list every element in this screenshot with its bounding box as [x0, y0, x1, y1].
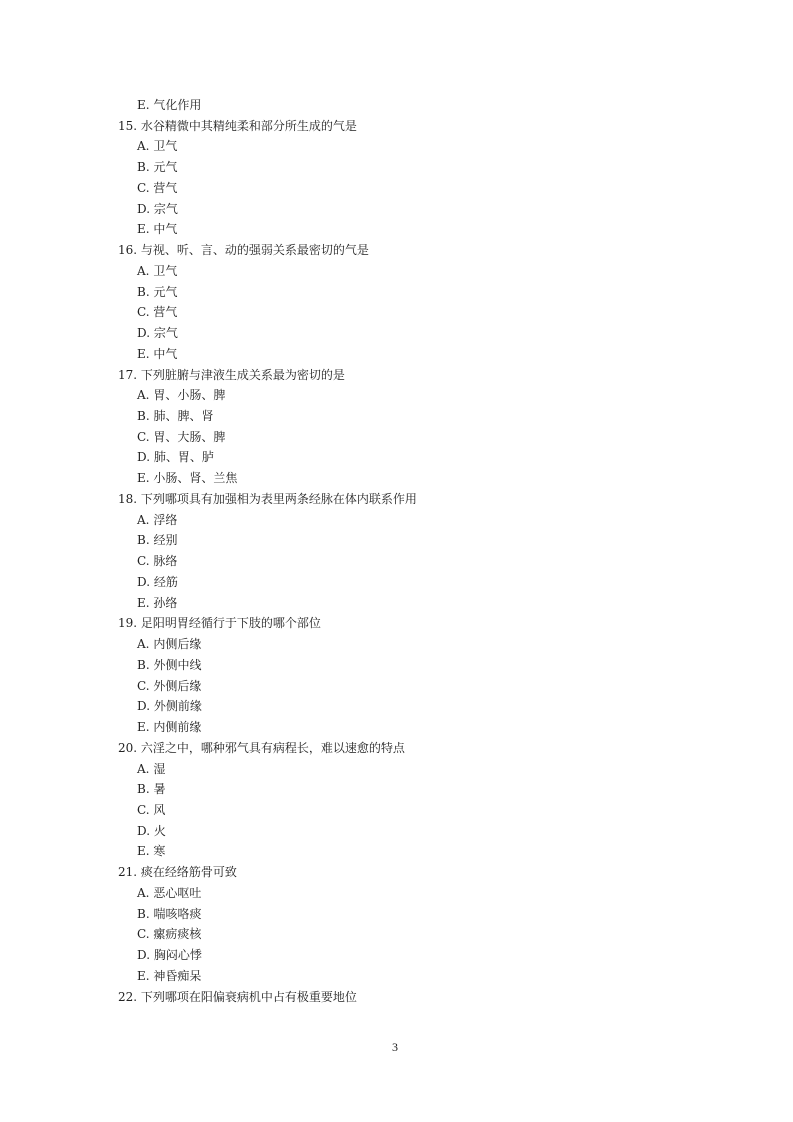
option-text: 经筋 — [153, 574, 178, 589]
option-line — [118, 883, 678, 904]
question-text: 与视、听、言、动的强弱关系最密切的气是 — [140, 243, 369, 258]
option-line — [118, 136, 678, 157]
option-text: 胃、小肠、脾 — [153, 388, 226, 403]
option-line — [118, 282, 678, 303]
option-text: 元气 — [153, 160, 178, 175]
option-letter: B. — [137, 160, 150, 175]
option-text: 外侧后缘 — [153, 678, 202, 693]
option-letter: C. — [137, 429, 150, 444]
option-line — [118, 447, 678, 468]
document-body — [118, 95, 678, 1007]
option-letter: D. — [137, 948, 151, 963]
option-text: 寒 — [153, 844, 166, 859]
option-text: 宗气 — [153, 201, 178, 216]
option-letter: D. — [137, 574, 151, 589]
option-text: 肺、脾、肾 — [153, 409, 214, 424]
option-line — [118, 841, 678, 862]
option-text: 营气 — [153, 180, 178, 195]
option-letter: A. — [137, 139, 150, 154]
option-letter: B. — [137, 657, 150, 672]
question-number: 18. — [118, 491, 138, 506]
question-number: 21. — [118, 865, 138, 880]
option-letter: D. — [137, 699, 151, 714]
option-line — [118, 323, 678, 344]
option-text: 内侧后缘 — [153, 637, 202, 652]
option-letter: C. — [137, 678, 150, 693]
question-line — [118, 116, 678, 137]
option-text: 营气 — [153, 305, 178, 320]
option-text: 湿 — [153, 761, 166, 776]
option-letter: A. — [137, 388, 150, 403]
option-text: 胃、大肠、脾 — [153, 429, 226, 444]
question-number: 15. — [118, 118, 138, 133]
option-letter: A. — [137, 761, 150, 776]
option-text: 浮络 — [153, 512, 178, 527]
option-text: 外侧中线 — [153, 657, 202, 672]
option-letter: C. — [137, 180, 150, 195]
option-letter: B. — [137, 906, 150, 921]
option-letter: E. — [137, 720, 150, 735]
question-number: 22. — [118, 989, 138, 1004]
option-line — [118, 427, 678, 448]
option-line — [118, 924, 678, 945]
question-text: 六淫之中，哪种邪气具有病程长，难以速愈的特点 — [140, 740, 405, 755]
option-line — [118, 406, 678, 427]
option-line — [118, 572, 678, 593]
question-line — [118, 738, 678, 759]
option-line — [118, 966, 678, 987]
option-letter: D. — [137, 326, 151, 341]
option-letter: E. — [137, 844, 150, 859]
option-text: 神昏痴呆 — [153, 968, 202, 983]
option-text: 孙络 — [153, 595, 178, 610]
option-text: 宗气 — [153, 326, 178, 341]
question-number: 19. — [118, 616, 138, 631]
option-line — [118, 261, 678, 282]
option-text: 内侧前缘 — [153, 720, 202, 735]
option-text: 火 — [153, 823, 166, 838]
question-text: 足阳明胃经循行于下肢的哪个部位 — [140, 616, 321, 631]
option-line — [118, 219, 678, 240]
question-text: 痰在经络筋骨可致 — [140, 865, 237, 880]
option-letter: B. — [137, 409, 150, 424]
option-line — [118, 676, 678, 697]
option-text: 恶心呕吐 — [153, 885, 202, 900]
option-line — [118, 157, 678, 178]
option-text: 卫气 — [153, 263, 178, 278]
option-line — [118, 95, 678, 116]
option-letter: D. — [137, 823, 151, 838]
question-line — [118, 862, 678, 883]
option-text: 经别 — [153, 533, 178, 548]
option-text: 元气 — [153, 284, 178, 299]
option-letter: E. — [137, 471, 150, 486]
option-line — [118, 510, 678, 531]
option-line — [118, 696, 678, 717]
option-text: 瘰疬痰核 — [153, 927, 202, 942]
option-letter: B. — [137, 782, 150, 797]
option-letter: E. — [137, 346, 150, 361]
option-letter: E. — [137, 968, 150, 983]
option-letter: A. — [137, 263, 150, 278]
question-number: 17. — [118, 367, 138, 382]
question-line — [118, 489, 678, 510]
option-line — [118, 904, 678, 925]
option-text: 脉络 — [153, 554, 178, 569]
option-line — [118, 821, 678, 842]
option-line — [118, 385, 678, 406]
question-number: 20. — [118, 740, 138, 755]
option-line — [118, 551, 678, 572]
option-line — [118, 759, 678, 780]
option-text: 肺、胃、胪 — [153, 450, 214, 465]
option-text: 外侧前缘 — [153, 699, 202, 714]
option-letter: A. — [137, 512, 150, 527]
option-letter: B. — [137, 284, 150, 299]
option-line — [118, 945, 678, 966]
option-line — [118, 634, 678, 655]
option-letter: E. — [137, 595, 150, 610]
option-letter: B. — [137, 533, 150, 548]
option-letter: A. — [137, 885, 150, 900]
option-text: 卫气 — [153, 139, 178, 154]
option-text: 中气 — [153, 222, 178, 237]
option-letter: C. — [137, 554, 150, 569]
question-text: 下列哪项具有加强相为表里两条经脉在体内联系作用 — [140, 491, 417, 506]
option-line — [118, 779, 678, 800]
option-letter: E. — [137, 98, 150, 112]
option-line — [118, 800, 678, 821]
option-line — [118, 655, 678, 676]
question-line — [118, 240, 678, 261]
option-letter: E. — [137, 222, 150, 237]
option-line — [118, 344, 678, 365]
option-text: 中气 — [153, 346, 178, 361]
option-text: 风 — [153, 802, 166, 817]
option-text: 小肠、肾、兰焦 — [153, 471, 238, 486]
question-line — [118, 613, 678, 634]
option-line — [118, 593, 678, 614]
question-number: 16. — [118, 243, 138, 258]
option-line — [118, 178, 678, 199]
question-line — [118, 987, 678, 1008]
question-text: 下列哪项在阳偏衰病机中占有极重要地位 — [140, 989, 357, 1004]
option-line — [118, 199, 678, 220]
option-letter: C. — [137, 802, 150, 817]
option-text: 喘咳咯痰 — [153, 906, 202, 921]
option-letter: C. — [137, 927, 150, 942]
option-letter: D. — [137, 450, 151, 465]
option-letter: C. — [137, 305, 150, 320]
question-text: 水谷精微中其精纯柔和部分所生成的气是 — [140, 118, 357, 133]
option-line — [118, 717, 678, 738]
option-text: 气化作用 — [153, 98, 202, 112]
option-line — [118, 530, 678, 551]
option-line — [118, 468, 678, 489]
option-text: 胸闷心悸 — [153, 948, 202, 963]
option-text: 暑 — [153, 782, 166, 797]
option-line — [118, 302, 678, 323]
option-letter: A. — [137, 637, 150, 652]
question-line — [118, 365, 678, 386]
question-text: 下列脏腑与津液生成关系最为密切的是 — [140, 367, 345, 382]
page-number: 3 — [392, 1040, 398, 1054]
option-letter: D. — [137, 201, 151, 216]
